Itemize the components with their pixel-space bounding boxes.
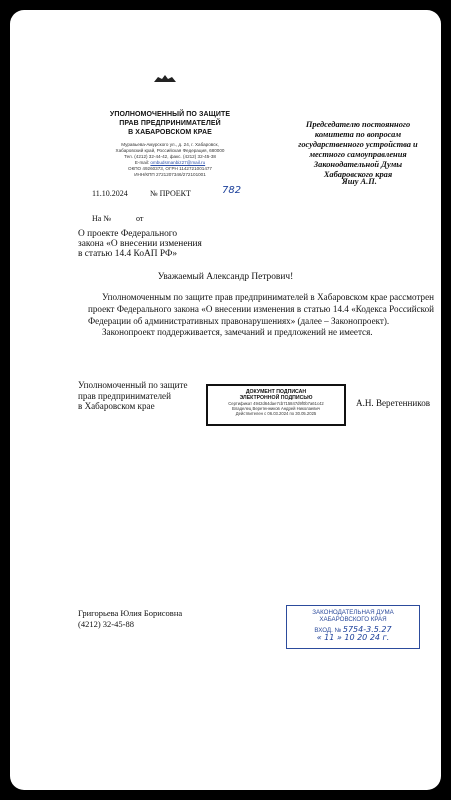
stamp-date-handwritten: « 11 » 10 20 24 г. [316,633,390,642]
subject-line: закона «О внесении изменения [78,239,202,249]
body-paragraph: Уполномоченным по защите прав предпринимателей в Хабаровском крае рассмотрен проект Федерального закона «О внесении изменения в статью 14.4 «Кодекса Российской Федерации об административных правонарушениях» (далее – Законопроект). [88,292,434,326]
org-title [80,110,260,137]
body-paragraph: Законопроект поддерживается, замечаний и предложений не имеется. [102,327,373,338]
position-line: прав предпринимателей [78,390,171,401]
electronic-signature-stamp [206,384,346,426]
recipient-line: местного самоуправления [309,150,407,159]
org-contacts [80,142,260,178]
contact-line: Тел. (4212) 32-44-42, факс. (4212) 32-45-38 [124,154,216,159]
recipient-line: Хабаровского края [323,170,393,179]
position-line: Уполномоченный по защите [78,380,188,390]
org-title-line: В ХАБАРОВСКОМ КРАЕ [128,129,212,136]
subject-line: О проекте Федерального [78,229,178,239]
email-label: E-mail: [134,160,150,165]
incoming-registration-stamp [286,605,420,649]
coat-of-arms-icon [152,74,178,84]
recipient-block [278,120,438,180]
stamp-validity: Действителен с 06.03.2024 по 30.05.2025 [235,411,317,416]
document-page [10,10,441,790]
email-link[interactable]: ombudsmanbiz27@mail.ru [150,160,206,165]
reference-number-label: На № [92,214,111,223]
document-number-label: № ПРОЕКТ [150,189,191,198]
stamp-line: ХАБАРОВСКОГО КРАЯ [319,616,387,623]
signatory-position [78,380,218,412]
stamp-title-line: ДОКУМЕНТ ПОДПИСАН [245,389,307,395]
reference-date-label: от [136,214,144,223]
stamp-title [208,389,344,401]
signatory-name: А.Н. Веретенников [356,398,431,408]
document-number-handwritten: 782 [222,185,242,196]
greeting: Уважаемый Александр Петрович! [157,272,294,282]
stamp-certificate: Сертификат 4942d64dae7cb715847d9f0b7a61c42 [228,401,324,406]
recipient-line: Законодательной Думы [313,160,403,169]
contact-line: Хабаровский край, Российская Федерация, 680000 [115,148,225,153]
stamp-number-label: ВХОД. № [314,627,342,634]
org-title-line: ПРАВ ПРЕДПРИНИМАТЕЛЕЙ [119,120,221,127]
recipient-line: государственного устройства и [298,140,418,149]
subject [78,229,248,259]
recipient-line: комитета по вопросам [314,130,402,139]
executor-name: Григорьева Юлия Борисовна [78,608,183,618]
contact-line: Муравьева-Амурского ул., д. 24, г. Хабаровск, [121,142,219,147]
stamp-title-line: ЭЛЕКТРОННОЙ ПОДПИСЬЮ [239,395,313,401]
stamp-number-handwritten: 5754-3.5.27 [342,625,392,634]
recipient-name: Яшу А.П. [342,177,377,186]
position-line: в Хабаровском крае [78,401,155,411]
subject-line: в статью 14.4 КоАП РФ» [78,249,178,259]
recipient-line: Председателю постоянного [305,120,411,129]
document-date: 11.10.2024 [92,189,128,198]
letter-body [88,292,434,339]
contact-line: ИНН/КПП 2721207346/272101001 [134,172,206,177]
org-title-line: УПОЛНОМОЧЕННЫЙ ПО ЗАЩИТЕ [109,111,231,118]
executor-info [78,608,182,630]
stamp-line: ЗАКОНОДАТЕЛЬНАЯ ДУМА [312,609,394,616]
stamp-owner: Владелец Веретенников Андрей Николаевич [232,406,320,411]
contact-line: ОКПО 49260373, ОГРН 1142721001477 [128,166,212,171]
executor-phone: (4212) 32-45-88 [78,619,134,629]
